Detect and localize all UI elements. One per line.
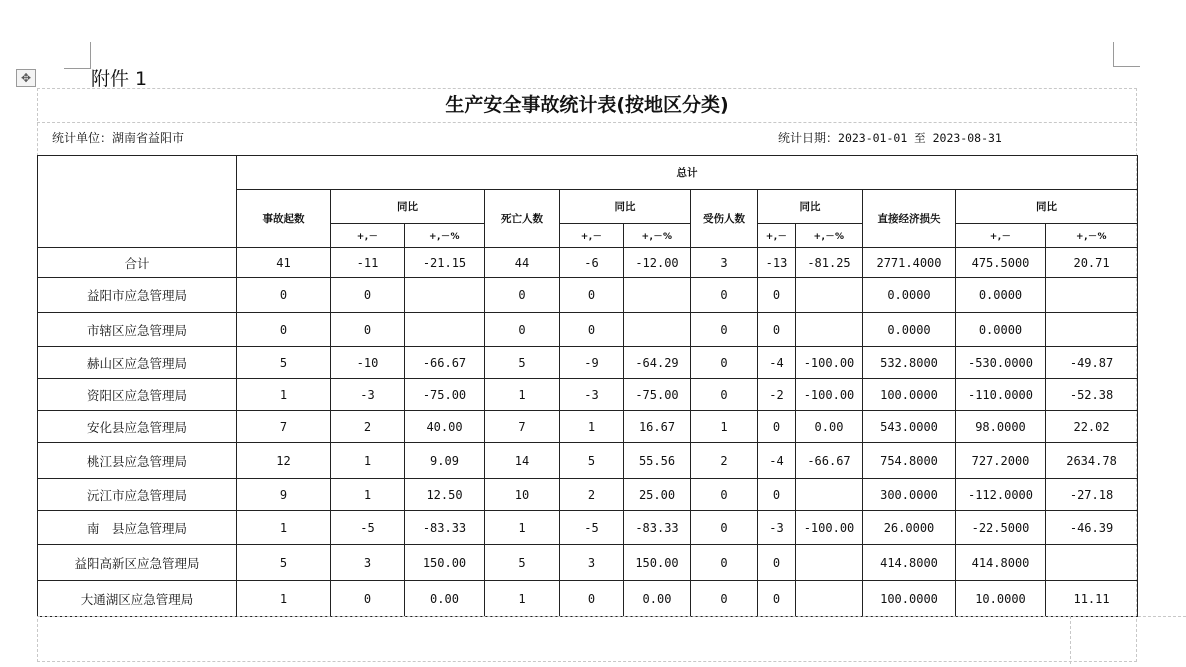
statistics-date-label: 统计日期：	[778, 131, 839, 145]
cell-inj-pct: -100.00	[796, 379, 863, 411]
table-row	[38, 479, 1138, 511]
cell-death-abs: 2	[560, 479, 624, 511]
cell-acc-pct: 40.00	[405, 411, 485, 443]
page-corner-mark-top-right	[1113, 42, 1140, 67]
cell-death-pct: 55.56	[624, 443, 691, 479]
cell-loss-pct: -49.87	[1046, 347, 1138, 379]
cell-inj: 0	[691, 479, 758, 511]
cell-acc: 0	[237, 278, 331, 313]
cell-acc-abs: 3	[331, 545, 405, 581]
header-accidents: 事故起数	[237, 190, 331, 248]
cell-name: 沅江市应急管理局	[38, 479, 237, 511]
cell-acc: 5	[237, 347, 331, 379]
cell-loss: 532.8000	[863, 347, 956, 379]
cell-loss: 26.0000	[863, 511, 956, 545]
cell-death-abs: 0	[560, 313, 624, 347]
cell-death-abs: 0	[560, 278, 624, 313]
cell-loss-abs: 98.0000	[956, 411, 1046, 443]
cell-inj-pct	[796, 545, 863, 581]
cell-loss: 300.0000	[863, 479, 956, 511]
cell-death-pct: -83.33	[624, 511, 691, 545]
cell-inj: 0	[691, 545, 758, 581]
cell-death-abs: -5	[560, 511, 624, 545]
cell-name: 南 县应急管理局	[38, 511, 237, 545]
cell-death-abs: -6	[560, 248, 624, 278]
cell-acc: 12	[237, 443, 331, 479]
cell-acc: 1	[237, 379, 331, 411]
cell-inj-abs: -2	[758, 379, 796, 411]
cell-death-pct: 150.00	[624, 545, 691, 581]
cell-acc: 1	[237, 511, 331, 545]
table-row	[38, 379, 1138, 411]
cell-inj-abs: 0	[758, 479, 796, 511]
cell-inj: 0	[691, 347, 758, 379]
cell-name: 大通湖区应急管理局	[38, 581, 237, 617]
cell-inj-pct	[796, 479, 863, 511]
cell-inj-abs: 0	[758, 411, 796, 443]
cell-inj-pct	[796, 313, 863, 347]
cell-inj-abs: 0	[758, 278, 796, 313]
cell-acc-abs: -10	[331, 347, 405, 379]
header-injuries-pct: +,－%	[796, 224, 863, 248]
cell-acc: 0	[237, 313, 331, 347]
header-total: 总计	[237, 156, 1138, 190]
cell-inj-abs: 0	[758, 581, 796, 617]
header-deaths-abs: +,－	[560, 224, 624, 248]
header-region-blank	[38, 156, 237, 248]
cell-acc-abs: -11	[331, 248, 405, 278]
cell-inj: 0	[691, 313, 758, 347]
cell-death: 1	[485, 581, 560, 617]
cell-acc: 41	[237, 248, 331, 278]
header-accidents-abs: +,－	[331, 224, 405, 248]
cell-death: 1	[485, 379, 560, 411]
cell-acc: 1	[237, 581, 331, 617]
cell-death: 1	[485, 511, 560, 545]
statistics-unit: 统计单位：湖南省益阳市	[52, 131, 185, 145]
cell-loss: 754.8000	[863, 443, 956, 479]
attachment-label: 附件 1	[91, 68, 148, 90]
header-deaths-yoy: 同比	[560, 190, 691, 224]
header-loss: 直接经济损失	[863, 190, 956, 248]
cell-loss-pct: 22.02	[1046, 411, 1138, 443]
cell-death-abs: 5	[560, 443, 624, 479]
cell-acc-pct	[405, 313, 485, 347]
cell-loss-abs: 0.0000	[956, 278, 1046, 313]
cell-death-abs: 0	[560, 581, 624, 617]
cell-death: 7	[485, 411, 560, 443]
cell-acc-abs: 0	[331, 313, 405, 347]
cell-acc-pct: 150.00	[405, 545, 485, 581]
table-row-total	[38, 248, 1138, 278]
cell-death-abs: -9	[560, 347, 624, 379]
cell-acc-pct: -66.67	[405, 347, 485, 379]
cell-loss-abs: -530.0000	[956, 347, 1046, 379]
cell-acc: 5	[237, 545, 331, 581]
cell-inj-abs: -3	[758, 511, 796, 545]
cell-acc-pct	[405, 278, 485, 313]
header-injuries: 受伤人数	[691, 190, 758, 248]
table-row	[38, 313, 1138, 347]
cell-loss: 100.0000	[863, 581, 956, 617]
cell-inj-pct: -66.67	[796, 443, 863, 479]
cell-death-pct: 16.67	[624, 411, 691, 443]
cell-inj: 1	[691, 411, 758, 443]
table-body	[38, 248, 1138, 617]
cell-loss-abs: 727.2000	[956, 443, 1046, 479]
cell-acc-pct: -83.33	[405, 511, 485, 545]
cell-acc-pct: -21.15	[405, 248, 485, 278]
cell-loss: 100.0000	[863, 379, 956, 411]
cell-inj: 0	[691, 278, 758, 313]
cell-loss-pct	[1046, 313, 1138, 347]
table-row	[38, 278, 1138, 313]
cell-death-pct	[624, 313, 691, 347]
cell-loss: 2771.4000	[863, 248, 956, 278]
statistics-table	[37, 155, 1138, 617]
cell-inj: 2	[691, 443, 758, 479]
cell-death: 10	[485, 479, 560, 511]
cell-loss-abs: 0.0000	[956, 313, 1046, 347]
table-move-handle-icon[interactable]: ✥	[16, 69, 36, 87]
cell-loss: 0.0000	[863, 313, 956, 347]
cell-acc-abs: 1	[331, 443, 405, 479]
cell-death: 0	[485, 278, 560, 313]
cell-acc-abs: 2	[331, 411, 405, 443]
cell-name: 益阳高新区应急管理局	[38, 545, 237, 581]
table-row	[38, 581, 1138, 617]
cell-loss-pct: 20.71	[1046, 248, 1138, 278]
table-row	[38, 411, 1138, 443]
cell-name: 安化县应急管理局	[38, 411, 237, 443]
cell-loss-pct: 11.11	[1046, 581, 1138, 617]
cell-death: 44	[485, 248, 560, 278]
table-row	[38, 347, 1138, 379]
cell-inj: 3	[691, 248, 758, 278]
cell-loss: 543.0000	[863, 411, 956, 443]
cell-loss-abs: 414.8000	[956, 545, 1046, 581]
cell-loss-abs: -22.5000	[956, 511, 1046, 545]
cell-loss-pct	[1046, 545, 1138, 581]
cell-death-abs: 3	[560, 545, 624, 581]
cell-loss-abs: -110.0000	[956, 379, 1046, 411]
header-deaths-pct: +,－%	[624, 224, 691, 248]
cell-inj: 0	[691, 511, 758, 545]
cell-inj-pct	[796, 278, 863, 313]
cell-name: 合计	[38, 248, 237, 278]
statistics-date-value: 2023-01-01 至 2023-08-31	[838, 131, 1002, 145]
table-row	[38, 545, 1138, 581]
bottom-column-divider	[1070, 616, 1071, 664]
cell-name: 赫山区应急管理局	[38, 347, 237, 379]
cell-name: 资阳区应急管理局	[38, 379, 237, 411]
cell-loss-abs: 10.0000	[956, 581, 1046, 617]
cell-death-pct: -64.29	[624, 347, 691, 379]
cell-loss-pct: -46.39	[1046, 511, 1138, 545]
cell-inj-abs: 0	[758, 545, 796, 581]
cell-death-abs: 1	[560, 411, 624, 443]
cell-death: 5	[485, 545, 560, 581]
header-accidents-yoy: 同比	[331, 190, 485, 224]
cell-acc-abs: 0	[331, 278, 405, 313]
cell-acc-pct: 0.00	[405, 581, 485, 617]
cell-death-pct	[624, 278, 691, 313]
cell-inj-abs: -4	[758, 347, 796, 379]
cell-inj-pct: -100.00	[796, 347, 863, 379]
cell-death: 0	[485, 313, 560, 347]
cell-name: 市辖区应急管理局	[38, 313, 237, 347]
page-corner-mark-top-left	[64, 42, 91, 69]
cell-loss-abs: 475.5000	[956, 248, 1046, 278]
cell-acc: 9	[237, 479, 331, 511]
header-loss-abs: +,－	[956, 224, 1046, 248]
cell-name: 桃江县应急管理局	[38, 443, 237, 479]
table-row	[38, 443, 1138, 479]
cell-inj: 0	[691, 581, 758, 617]
cell-inj-pct: -100.00	[796, 511, 863, 545]
cell-acc-pct: 9.09	[405, 443, 485, 479]
cell-death-pct: 0.00	[624, 581, 691, 617]
header-loss-yoy: 同比	[956, 190, 1138, 224]
header-injuries-abs: +,－	[758, 224, 796, 248]
cell-inj-abs: -4	[758, 443, 796, 479]
cell-acc-pct: 12.50	[405, 479, 485, 511]
cell-inj-abs: -13	[758, 248, 796, 278]
cell-death: 5	[485, 347, 560, 379]
cell-death-pct: 25.00	[624, 479, 691, 511]
cell-inj: 0	[691, 379, 758, 411]
cell-loss-pct: -52.38	[1046, 379, 1138, 411]
cell-acc-abs: 0	[331, 581, 405, 617]
title-divider	[37, 122, 1137, 123]
cell-loss-abs: -112.0000	[956, 479, 1046, 511]
cell-acc-pct: -75.00	[405, 379, 485, 411]
header-deaths: 死亡人数	[485, 190, 560, 248]
table-title: 生产安全事故统计表(按地区分类)	[445, 94, 729, 116]
cell-death-pct: -75.00	[624, 379, 691, 411]
cell-loss-pct: -27.18	[1046, 479, 1138, 511]
cell-inj-pct: 0.00	[796, 411, 863, 443]
table-row	[38, 511, 1138, 545]
cell-acc-abs: -5	[331, 511, 405, 545]
cell-death: 14	[485, 443, 560, 479]
bottom-divider	[37, 616, 1186, 617]
cell-inj-abs: 0	[758, 313, 796, 347]
cell-name: 益阳市应急管理局	[38, 278, 237, 313]
cell-inj-pct: -81.25	[796, 248, 863, 278]
header-injuries-yoy: 同比	[758, 190, 863, 224]
cell-acc-abs: 1	[331, 479, 405, 511]
cell-death-abs: -3	[560, 379, 624, 411]
cell-loss: 414.8000	[863, 545, 956, 581]
cell-death-pct: -12.00	[624, 248, 691, 278]
cell-acc: 7	[237, 411, 331, 443]
header-accidents-pct: +,－%	[405, 224, 485, 248]
cell-acc-abs: -3	[331, 379, 405, 411]
cell-inj-pct	[796, 581, 863, 617]
header-loss-pct: +,－%	[1046, 224, 1138, 248]
statistics-date	[778, 129, 1002, 146]
cell-loss-pct: 2634.78	[1046, 443, 1138, 479]
cell-loss-pct	[1046, 278, 1138, 313]
cell-loss: 0.0000	[863, 278, 956, 313]
